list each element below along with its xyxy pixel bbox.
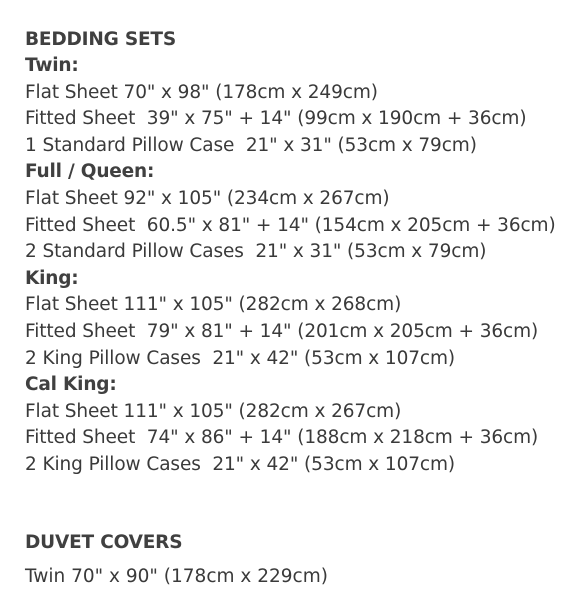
dimension-line: Fitted Sheet 60.5" x 81" + 14" (154cm x 205cm + 36cm) bbox=[25, 213, 580, 240]
duvet-covers-heading: DUVET COVERS bbox=[25, 530, 580, 556]
dimension-line: 2 King Pillow Cases 21" x 42" (53cm x 107cm) bbox=[25, 452, 580, 479]
size-label: Cal King: bbox=[25, 372, 580, 399]
size-guide-content bbox=[25, 27, 580, 590]
dimension-line-partial: Twin 70" x 90" (178cm x 229cm) bbox=[25, 564, 580, 590]
bedding-sets-heading: BEDDING SETS bbox=[25, 27, 580, 53]
section-spacer bbox=[25, 479, 580, 530]
dimension-line: Flat Sheet 92" x 105" (234cm x 267cm) bbox=[25, 186, 580, 213]
dimension-line: Flat Sheet 111" x 105" (282cm x 267cm) bbox=[25, 399, 580, 426]
size-label: Twin: bbox=[25, 53, 580, 80]
size-block-king bbox=[25, 266, 580, 372]
dimension-line: Fitted Sheet 39" x 75" + 14" (99cm x 190cm + 36cm) bbox=[25, 106, 580, 133]
dimension-line: 2 King Pillow Cases 21" x 42" (53cm x 107cm) bbox=[25, 346, 580, 373]
dimension-line: Fitted Sheet 74" x 86" + 14" (188cm x 218cm + 36cm) bbox=[25, 425, 580, 452]
size-block-full-queen bbox=[25, 159, 580, 265]
dimension-line: Fitted Sheet 79" x 81" + 14" (201cm x 205cm + 36cm) bbox=[25, 319, 580, 346]
dimension-line: 2 Standard Pillow Cases 21" x 31" (53cm x 79cm) bbox=[25, 239, 580, 266]
size-block-cal-king bbox=[25, 372, 580, 478]
dimension-line: Flat Sheet 111" x 105" (282cm x 268cm) bbox=[25, 292, 580, 319]
size-label: Full / Queen: bbox=[25, 159, 580, 186]
dimension-line: 1 Standard Pillow Case 21" x 31" (53cm x 79cm) bbox=[25, 133, 580, 160]
size-label: King: bbox=[25, 266, 580, 293]
size-block-twin bbox=[25, 53, 580, 159]
dimension-line: Flat Sheet 70" x 98" (178cm x 249cm) bbox=[25, 80, 580, 107]
